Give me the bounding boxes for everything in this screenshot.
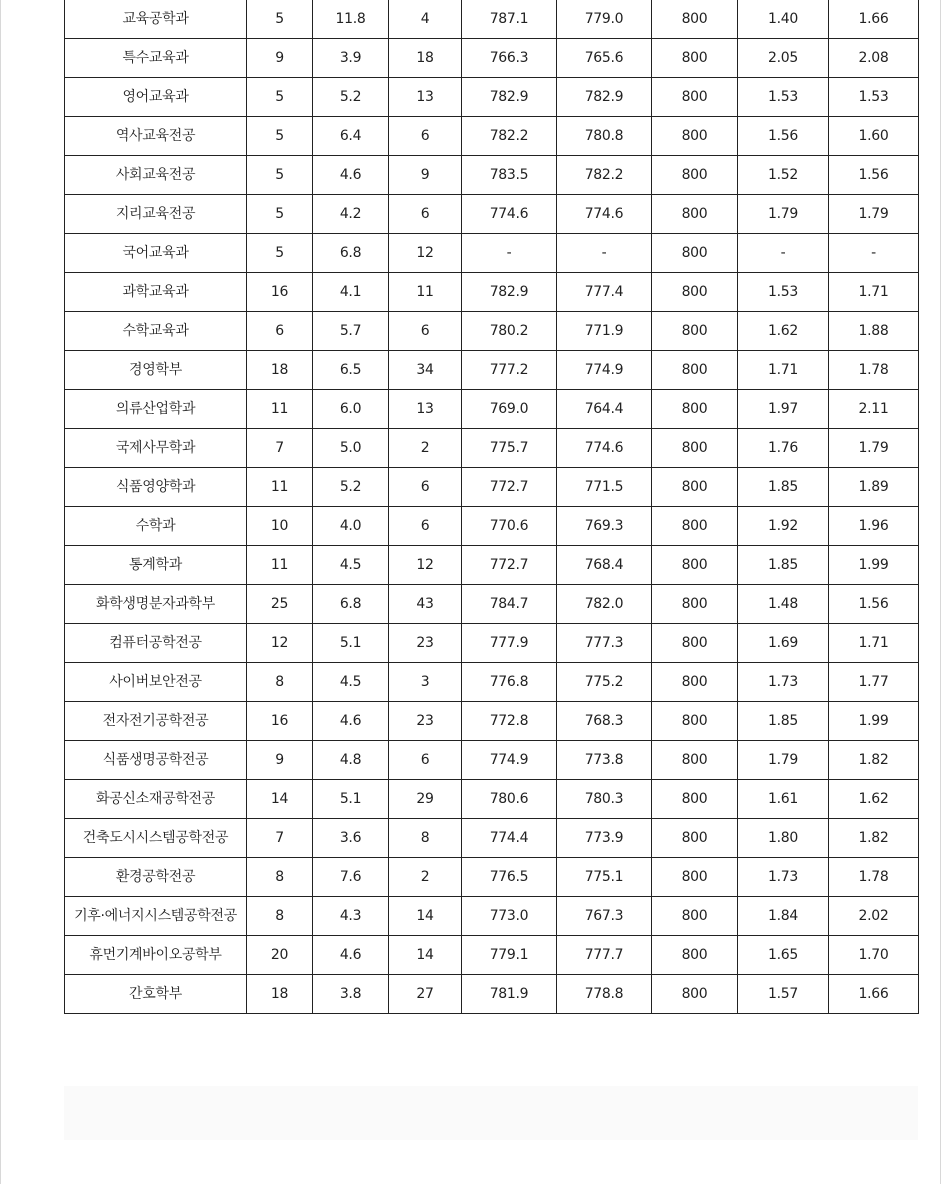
cell-waitlist: 12 (389, 546, 462, 585)
cell-score-avg: 782.9 (462, 273, 557, 312)
cell-waitlist: 13 (389, 78, 462, 117)
cell-grade-avg: 1.73 (738, 663, 829, 702)
cell-competition-rate: 6.0 (313, 390, 389, 429)
cell-waitlist: 43 (389, 585, 462, 624)
cell-competition-rate: 5.0 (313, 429, 389, 468)
cell-score-avg: 783.5 (462, 156, 557, 195)
cell-grade-avg: 1.85 (738, 468, 829, 507)
cell-competition-rate: 5.1 (313, 780, 389, 819)
cell-waitlist: 2 (389, 858, 462, 897)
cell-score-avg: 770.6 (462, 507, 557, 546)
cell-score-cutoff: 777.7 (557, 936, 652, 975)
cell-score-avg: 787.1 (462, 0, 557, 39)
cell-grade-cutoff: 1.66 (829, 975, 919, 1014)
table-row (65, 975, 919, 1014)
cell-score-avg: 772.7 (462, 468, 557, 507)
cell-quota: 20 (247, 936, 313, 975)
cell-quota: 14 (247, 780, 313, 819)
cell-competition-rate: 6.8 (313, 585, 389, 624)
cell-grade-cutoff: 1.79 (829, 429, 919, 468)
cell-grade-cutoff: 1.79 (829, 195, 919, 234)
cell-grade-cutoff: 1.71 (829, 273, 919, 312)
table-row (65, 351, 919, 390)
cell-grade-avg: 1.48 (738, 585, 829, 624)
cell-competition-rate: 4.8 (313, 741, 389, 780)
cell-score-avg: 772.7 (462, 546, 557, 585)
cell-quota: 16 (247, 702, 313, 741)
table-row (65, 390, 919, 429)
cell-grade-cutoff: 1.78 (829, 858, 919, 897)
cell-grade-cutoff: 1.82 (829, 819, 919, 858)
cell-department: 건축도시시스템공학전공 (65, 819, 247, 858)
cell-grade-cutoff: 2.08 (829, 39, 919, 78)
cell-grade-cutoff: 2.02 (829, 897, 919, 936)
table-row (65, 702, 919, 741)
cell-score-max: 800 (652, 624, 738, 663)
table-row (65, 234, 919, 273)
cell-department: 전자전기공학전공 (65, 702, 247, 741)
cell-grade-cutoff: 1.88 (829, 312, 919, 351)
cell-score-max: 800 (652, 975, 738, 1014)
cell-grade-avg: 1.85 (738, 702, 829, 741)
cell-quota: 5 (247, 0, 313, 39)
cell-grade-cutoff: 1.99 (829, 702, 919, 741)
cell-competition-rate: 5.1 (313, 624, 389, 663)
cell-quota: 8 (247, 663, 313, 702)
cell-score-max: 800 (652, 936, 738, 975)
cell-waitlist: 6 (389, 117, 462, 156)
cell-department: 화공신소재공학전공 (65, 780, 247, 819)
cell-waitlist: 3 (389, 663, 462, 702)
cell-competition-rate: 5.7 (313, 312, 389, 351)
cell-department: 국어교육과 (65, 234, 247, 273)
cell-score-cutoff: 765.6 (557, 39, 652, 78)
cell-score-avg: 774.9 (462, 741, 557, 780)
cell-score-cutoff: 777.3 (557, 624, 652, 663)
cell-score-max: 800 (652, 39, 738, 78)
cell-competition-rate: 6.5 (313, 351, 389, 390)
cell-grade-avg: 1.85 (738, 546, 829, 585)
cell-grade-avg: 1.79 (738, 195, 829, 234)
cell-waitlist: 12 (389, 234, 462, 273)
cell-grade-avg: 1.53 (738, 78, 829, 117)
cell-quota: 8 (247, 858, 313, 897)
cell-score-max: 800 (652, 663, 738, 702)
cell-grade-avg: 1.61 (738, 780, 829, 819)
cell-competition-rate: 5.2 (313, 468, 389, 507)
cell-grade-cutoff: 1.56 (829, 585, 919, 624)
table-row (65, 819, 919, 858)
cell-competition-rate: 6.4 (313, 117, 389, 156)
table-row (65, 936, 919, 975)
cell-grade-cutoff: 1.56 (829, 156, 919, 195)
table-row (65, 663, 919, 702)
cell-competition-rate: 4.5 (313, 546, 389, 585)
cell-score-avg: 776.8 (462, 663, 557, 702)
cell-score-cutoff: 767.3 (557, 897, 652, 936)
cell-grade-cutoff: 1.62 (829, 780, 919, 819)
table-row (65, 0, 919, 39)
cell-grade-avg: 1.71 (738, 351, 829, 390)
cell-grade-cutoff: 1.89 (829, 468, 919, 507)
cell-department: 간호학부 (65, 975, 247, 1014)
cell-quota: 12 (247, 624, 313, 663)
cell-department: 환경공학전공 (65, 858, 247, 897)
cell-score-avg: 774.6 (462, 195, 557, 234)
cell-competition-rate: 4.3 (313, 897, 389, 936)
cell-score-avg: 782.2 (462, 117, 557, 156)
admission-results-table (64, 0, 919, 1014)
cell-quota: 5 (247, 234, 313, 273)
cell-competition-rate: 4.6 (313, 936, 389, 975)
cell-waitlist: 18 (389, 39, 462, 78)
cell-score-max: 800 (652, 195, 738, 234)
cell-competition-rate: 4.6 (313, 702, 389, 741)
cell-quota: 5 (247, 78, 313, 117)
cell-score-avg: 774.4 (462, 819, 557, 858)
cell-grade-cutoff: 1.71 (829, 624, 919, 663)
cell-waitlist: 6 (389, 312, 462, 351)
cell-score-cutoff: 782.2 (557, 156, 652, 195)
cell-score-cutoff: 773.8 (557, 741, 652, 780)
cell-score-avg: 775.7 (462, 429, 557, 468)
cell-department: 컴퓨터공학전공 (65, 624, 247, 663)
cell-score-avg: 772.8 (462, 702, 557, 741)
cell-quota: 11 (247, 546, 313, 585)
cell-competition-rate: 3.6 (313, 819, 389, 858)
table-row (65, 897, 919, 936)
cell-score-cutoff: 769.3 (557, 507, 652, 546)
cell-grade-avg: 1.62 (738, 312, 829, 351)
cell-waitlist: 6 (389, 195, 462, 234)
cell-waitlist: 4 (389, 0, 462, 39)
cell-department: 통계학과 (65, 546, 247, 585)
cell-score-cutoff: 774.9 (557, 351, 652, 390)
cell-score-max: 800 (652, 546, 738, 585)
cell-score-max: 800 (652, 702, 738, 741)
table-row (65, 741, 919, 780)
cell-grade-cutoff: 1.78 (829, 351, 919, 390)
cell-score-max: 800 (652, 78, 738, 117)
cell-score-cutoff: 780.3 (557, 780, 652, 819)
cell-waitlist: 27 (389, 975, 462, 1014)
cell-department: 지리교육전공 (65, 195, 247, 234)
cell-quota: 16 (247, 273, 313, 312)
cell-grade-cutoff: 1.70 (829, 936, 919, 975)
table-row (65, 468, 919, 507)
cell-waitlist: 29 (389, 780, 462, 819)
cell-quota: 5 (247, 117, 313, 156)
cell-waitlist: 8 (389, 819, 462, 858)
cell-waitlist: 14 (389, 897, 462, 936)
cell-score-avg: 773.0 (462, 897, 557, 936)
cell-score-max: 800 (652, 0, 738, 39)
cell-grade-avg: 1.97 (738, 390, 829, 429)
cell-department: 국제사무학과 (65, 429, 247, 468)
table-row (65, 507, 919, 546)
cell-score-cutoff: 775.1 (557, 858, 652, 897)
cell-quota: 11 (247, 468, 313, 507)
cell-department: 식품영양학과 (65, 468, 247, 507)
cell-score-avg: 780.2 (462, 312, 557, 351)
cell-competition-rate: 6.8 (313, 234, 389, 273)
cell-score-avg: 782.9 (462, 78, 557, 117)
cell-score-max: 800 (652, 117, 738, 156)
cell-department: 사이버보안전공 (65, 663, 247, 702)
cell-grade-avg: 1.40 (738, 0, 829, 39)
table-row (65, 78, 919, 117)
cell-grade-avg: 2.05 (738, 39, 829, 78)
cell-waitlist: 9 (389, 156, 462, 195)
table-row (65, 624, 919, 663)
cell-score-avg: 781.9 (462, 975, 557, 1014)
cell-department: 과학교육과 (65, 273, 247, 312)
cell-grade-avg: 1.65 (738, 936, 829, 975)
cell-grade-cutoff: 1.66 (829, 0, 919, 39)
cell-department: 영어교육과 (65, 78, 247, 117)
cell-score-max: 800 (652, 858, 738, 897)
table-row (65, 585, 919, 624)
table-row (65, 39, 919, 78)
cell-score-max: 800 (652, 741, 738, 780)
cell-quota: 11 (247, 390, 313, 429)
cell-score-max: 800 (652, 156, 738, 195)
cell-score-cutoff: 771.5 (557, 468, 652, 507)
cell-score-max: 800 (652, 351, 738, 390)
cell-quota: 18 (247, 975, 313, 1014)
cell-quota: 6 (247, 312, 313, 351)
page-footer-area (64, 1086, 918, 1140)
cell-score-max: 800 (652, 234, 738, 273)
cell-competition-rate: 7.6 (313, 858, 389, 897)
cell-grade-cutoff: - (829, 234, 919, 273)
cell-score-avg: 784.7 (462, 585, 557, 624)
cell-score-cutoff: 777.4 (557, 273, 652, 312)
cell-quota: 5 (247, 195, 313, 234)
cell-waitlist: 6 (389, 741, 462, 780)
table-row (65, 429, 919, 468)
cell-score-cutoff: 764.4 (557, 390, 652, 429)
cell-department: 경영학부 (65, 351, 247, 390)
cell-quota: 9 (247, 741, 313, 780)
cell-score-max: 800 (652, 897, 738, 936)
cell-waitlist: 14 (389, 936, 462, 975)
cell-score-avg: 776.5 (462, 858, 557, 897)
table-row (65, 858, 919, 897)
cell-waitlist: 13 (389, 390, 462, 429)
cell-quota: 8 (247, 897, 313, 936)
cell-grade-cutoff: 2.11 (829, 390, 919, 429)
cell-score-cutoff: 771.9 (557, 312, 652, 351)
cell-department: 휴먼기계바이오공학부 (65, 936, 247, 975)
cell-score-cutoff: - (557, 234, 652, 273)
admission-results-table-container (64, 0, 918, 1014)
cell-grade-avg: 1.73 (738, 858, 829, 897)
cell-grade-cutoff: 1.99 (829, 546, 919, 585)
cell-department: 역사교육전공 (65, 117, 247, 156)
cell-competition-rate: 5.2 (313, 78, 389, 117)
cell-grade-cutoff: 1.60 (829, 117, 919, 156)
table-row (65, 312, 919, 351)
cell-department: 교육공학과 (65, 0, 247, 39)
cell-score-cutoff: 779.0 (557, 0, 652, 39)
cell-score-cutoff: 774.6 (557, 195, 652, 234)
cell-score-cutoff: 768.3 (557, 702, 652, 741)
cell-waitlist: 2 (389, 429, 462, 468)
table-body (65, 0, 919, 1014)
cell-waitlist: 23 (389, 702, 462, 741)
cell-score-max: 800 (652, 429, 738, 468)
cell-department: 기후·에너지시스템공학전공 (65, 897, 247, 936)
cell-grade-cutoff: 1.77 (829, 663, 919, 702)
cell-waitlist: 6 (389, 507, 462, 546)
cell-waitlist: 6 (389, 468, 462, 507)
cell-department: 의류산업학과 (65, 390, 247, 429)
cell-score-avg: 779.1 (462, 936, 557, 975)
cell-department: 식품생명공학전공 (65, 741, 247, 780)
cell-grade-avg: - (738, 234, 829, 273)
cell-quota: 18 (247, 351, 313, 390)
cell-score-avg: 780.6 (462, 780, 557, 819)
table-row (65, 156, 919, 195)
cell-score-cutoff: 778.8 (557, 975, 652, 1014)
cell-score-cutoff: 775.2 (557, 663, 652, 702)
cell-competition-rate: 4.2 (313, 195, 389, 234)
cell-waitlist: 34 (389, 351, 462, 390)
cell-score-cutoff: 780.8 (557, 117, 652, 156)
cell-grade-avg: 1.76 (738, 429, 829, 468)
cell-score-cutoff: 773.9 (557, 819, 652, 858)
cell-competition-rate: 4.6 (313, 156, 389, 195)
cell-score-cutoff: 782.0 (557, 585, 652, 624)
cell-score-max: 800 (652, 780, 738, 819)
cell-grade-avg: 1.79 (738, 741, 829, 780)
cell-score-avg: 766.3 (462, 39, 557, 78)
cell-quota: 7 (247, 429, 313, 468)
cell-department: 수학과 (65, 507, 247, 546)
cell-quota: 25 (247, 585, 313, 624)
cell-grade-avg: 1.52 (738, 156, 829, 195)
cell-quota: 7 (247, 819, 313, 858)
cell-score-max: 800 (652, 507, 738, 546)
table-row (65, 195, 919, 234)
cell-grade-avg: 1.84 (738, 897, 829, 936)
cell-score-max: 800 (652, 273, 738, 312)
table-row (65, 780, 919, 819)
cell-department: 수학교육과 (65, 312, 247, 351)
cell-score-avg: 777.9 (462, 624, 557, 663)
cell-grade-avg: 1.57 (738, 975, 829, 1014)
cell-department: 사회교육전공 (65, 156, 247, 195)
cell-grade-avg: 1.53 (738, 273, 829, 312)
cell-quota: 9 (247, 39, 313, 78)
cell-competition-rate: 4.0 (313, 507, 389, 546)
cell-grade-cutoff: 1.96 (829, 507, 919, 546)
cell-competition-rate: 11.8 (313, 0, 389, 39)
cell-department: 특수교육과 (65, 39, 247, 78)
cell-score-avg: - (462, 234, 557, 273)
cell-waitlist: 23 (389, 624, 462, 663)
cell-competition-rate: 3.8 (313, 975, 389, 1014)
cell-grade-avg: 1.69 (738, 624, 829, 663)
cell-grade-avg: 1.56 (738, 117, 829, 156)
table-row (65, 546, 919, 585)
cell-quota: 10 (247, 507, 313, 546)
cell-waitlist: 11 (389, 273, 462, 312)
cell-competition-rate: 4.5 (313, 663, 389, 702)
cell-score-cutoff: 782.9 (557, 78, 652, 117)
cell-score-max: 800 (652, 585, 738, 624)
cell-score-cutoff: 768.4 (557, 546, 652, 585)
cell-competition-rate: 4.1 (313, 273, 389, 312)
cell-score-cutoff: 774.6 (557, 429, 652, 468)
cell-score-max: 800 (652, 390, 738, 429)
cell-grade-avg: 1.80 (738, 819, 829, 858)
cell-department: 화학생명분자과학부 (65, 585, 247, 624)
cell-quota: 5 (247, 156, 313, 195)
table-row (65, 273, 919, 312)
cell-score-max: 800 (652, 312, 738, 351)
cell-score-avg: 769.0 (462, 390, 557, 429)
cell-grade-cutoff: 1.82 (829, 741, 919, 780)
cell-score-max: 800 (652, 468, 738, 507)
cell-score-avg: 777.2 (462, 351, 557, 390)
cell-grade-avg: 1.92 (738, 507, 829, 546)
cell-grade-cutoff: 1.53 (829, 78, 919, 117)
cell-score-max: 800 (652, 819, 738, 858)
cell-competition-rate: 3.9 (313, 39, 389, 78)
table-row (65, 117, 919, 156)
